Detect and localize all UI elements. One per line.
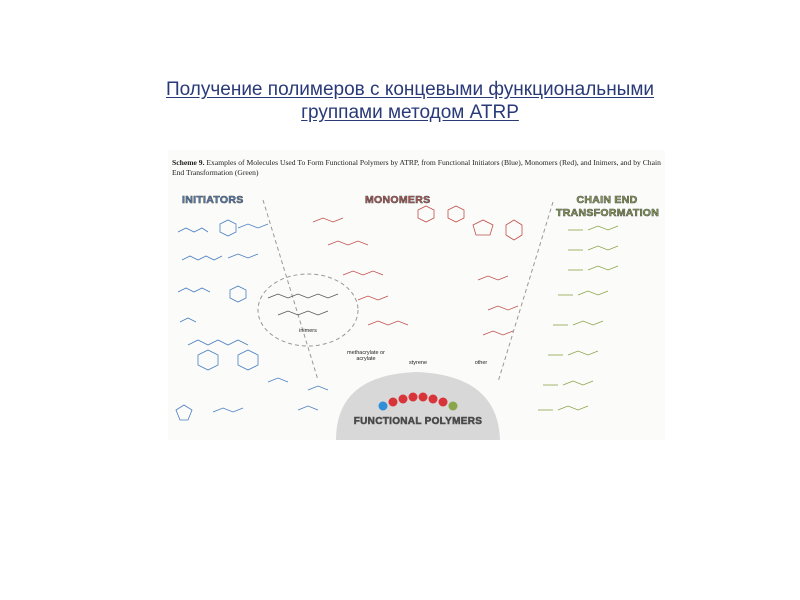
monomer-acrylate-4 bbox=[358, 296, 388, 300]
polymer-bead bbox=[389, 398, 398, 407]
other-label: other bbox=[474, 360, 488, 366]
initiator-lactone bbox=[176, 405, 192, 420]
chain-end-product-8 bbox=[558, 406, 588, 410]
monomer-other-2 bbox=[488, 306, 518, 310]
monomer-acrylate-5 bbox=[368, 321, 408, 325]
chain-end-product-3 bbox=[588, 266, 618, 270]
inimers-label: inimers bbox=[299, 328, 317, 334]
chain-end-product-1 bbox=[588, 226, 618, 230]
monomer-acrylate-2 bbox=[328, 241, 368, 245]
monomer-cyclic-2 bbox=[506, 220, 522, 240]
divider-left bbox=[263, 200, 318, 380]
initiator-alkyne bbox=[298, 406, 318, 410]
slide-title bbox=[120, 78, 700, 124]
polymer-bead-blue bbox=[379, 402, 388, 411]
polymer-bead-green bbox=[449, 402, 458, 411]
polymer-bead bbox=[419, 393, 428, 402]
initiator-chain-3 bbox=[178, 288, 210, 292]
methacrylate-label: methacrylate or acrylate bbox=[347, 350, 385, 362]
monomer-acrylate-1 bbox=[313, 218, 343, 222]
section-dividers bbox=[258, 200, 553, 382]
initiator-sugar bbox=[188, 340, 248, 345]
initiator-benzene bbox=[230, 286, 246, 302]
polymer-bead bbox=[399, 395, 408, 404]
initiator-sugar-ring-2 bbox=[238, 350, 258, 370]
initiator-azide bbox=[180, 318, 196, 322]
initiator-structures bbox=[176, 220, 328, 420]
monomer-acrylate-3 bbox=[343, 271, 383, 275]
monomer-styrene-2 bbox=[448, 206, 464, 222]
inimer-structures bbox=[268, 294, 338, 315]
initiator-ring-1 bbox=[220, 220, 236, 236]
functional-polymers-dome bbox=[336, 372, 500, 440]
chain-end-product-6 bbox=[568, 351, 598, 355]
polymer-bead bbox=[439, 398, 448, 407]
polymer-bead bbox=[409, 393, 418, 402]
chain-end-header: CHAIN END TRANSFORMATION bbox=[556, 194, 660, 219]
initiator-amide bbox=[213, 408, 243, 412]
chain-end-product-5 bbox=[573, 321, 603, 325]
inimer-1 bbox=[268, 294, 338, 298]
slide-title-line-1: Получение полимеров с концевыми функциональными bbox=[165, 79, 655, 100]
monomer-styrene-1 bbox=[418, 206, 434, 222]
chain-end-product-2 bbox=[588, 246, 618, 250]
functional-polymers-label: FUNCTIONAL POLYMERS bbox=[353, 416, 483, 427]
initiator-vinyl bbox=[308, 386, 328, 390]
monomers-header: MONOMERS bbox=[365, 194, 431, 206]
caption-label: Scheme 9. bbox=[172, 158, 205, 167]
initiator-silane bbox=[182, 256, 222, 260]
scheme-figure bbox=[168, 150, 665, 440]
initiators-header: INITIATORS bbox=[182, 194, 244, 206]
polymer-bead bbox=[429, 395, 438, 404]
inimer-2 bbox=[278, 311, 328, 315]
initiator-chain-2 bbox=[228, 254, 258, 258]
initiator-amine bbox=[268, 378, 288, 382]
monomer-structures bbox=[313, 206, 522, 335]
monomer-cyclic-1 bbox=[473, 220, 493, 235]
slide-title-line-2: группами методом ATRP bbox=[301, 102, 519, 123]
initiator-chain-1 bbox=[238, 224, 268, 228]
monomer-other-3 bbox=[483, 331, 513, 335]
chain-end-structures bbox=[538, 226, 618, 410]
inimers-ellipse bbox=[258, 274, 358, 346]
caption-text: Examples of Molecules Used To Form Functional Polymers by ATRP, from Functional Initiators (Blue), Monomers (Red), and Inimers, and by Chain End Transformation (Green) bbox=[172, 158, 661, 177]
initiator-bromoester bbox=[178, 228, 208, 232]
chain-end-product-4 bbox=[578, 291, 608, 295]
initiator-sugar-ring-1 bbox=[198, 350, 218, 370]
styrene-label: styrene bbox=[408, 360, 428, 366]
chain-end-product-7 bbox=[563, 381, 593, 385]
monomer-other-1 bbox=[478, 276, 508, 280]
